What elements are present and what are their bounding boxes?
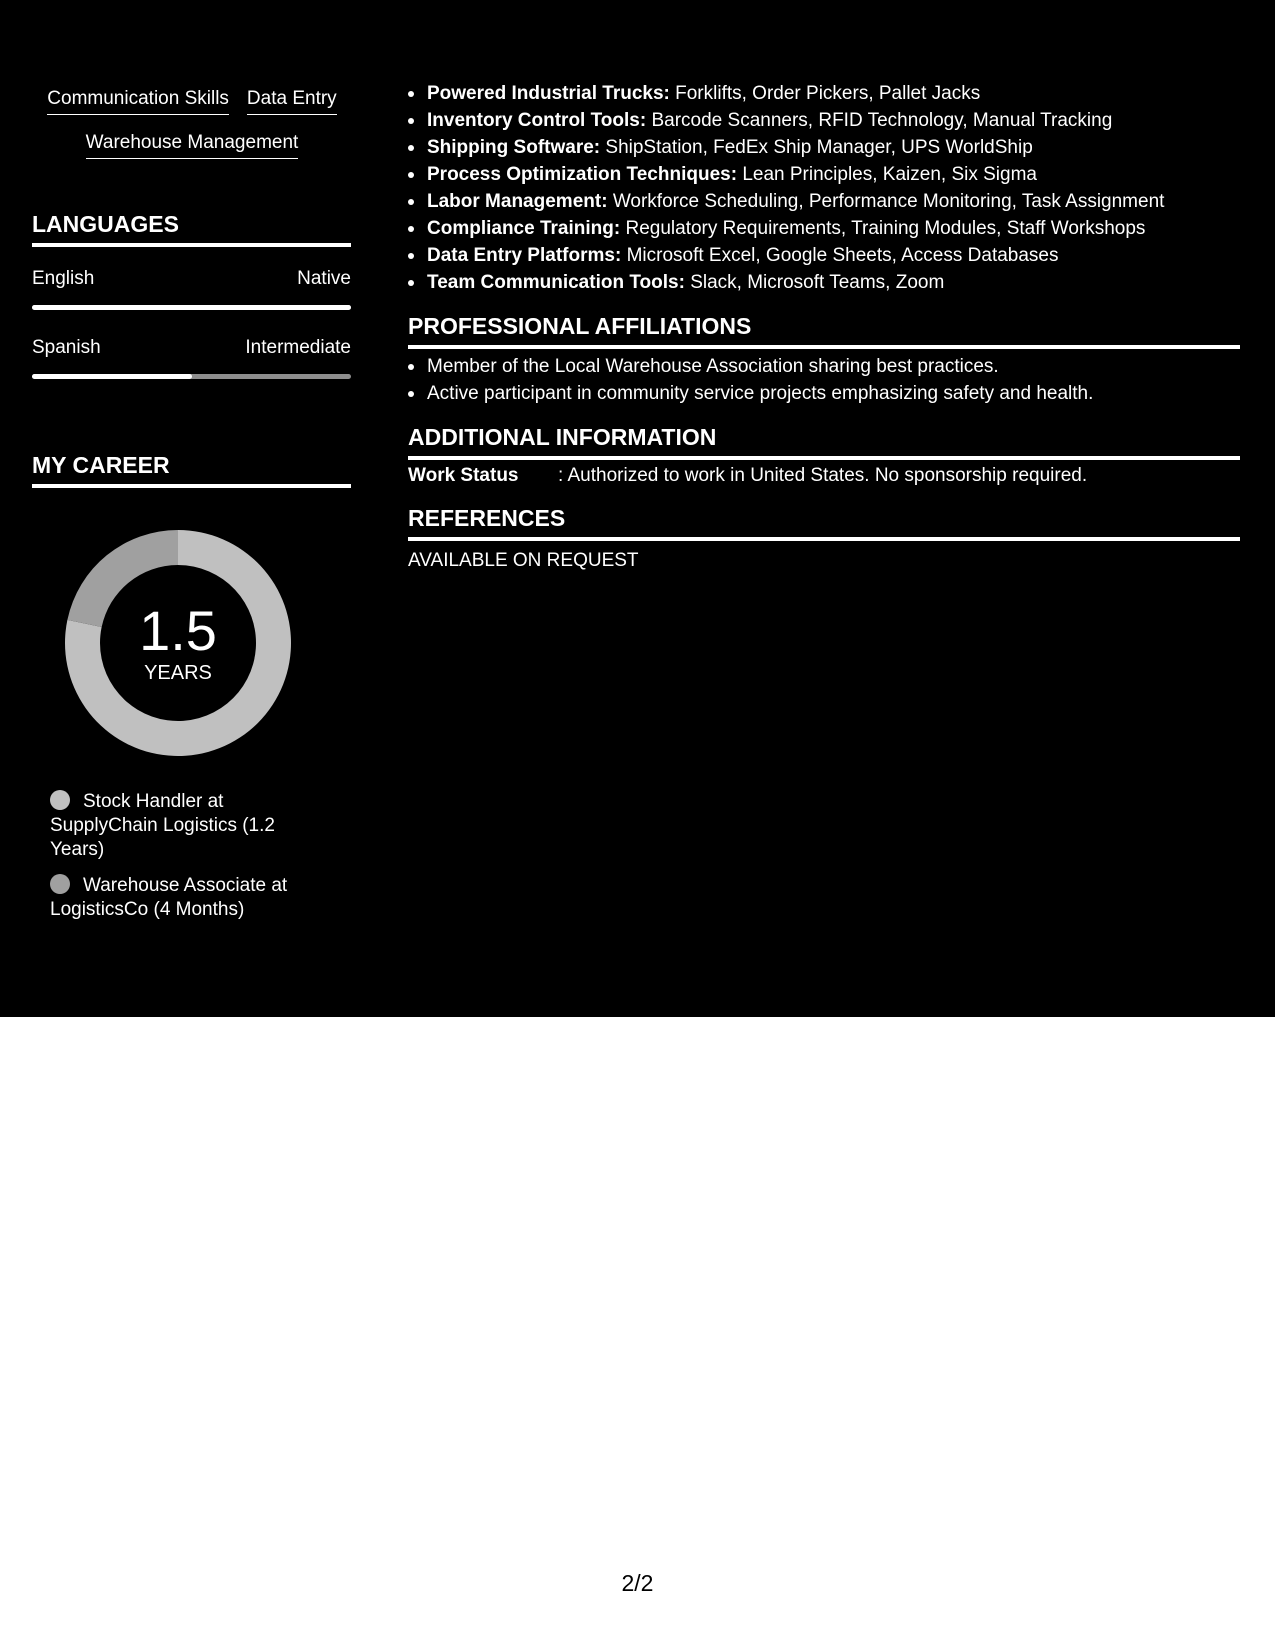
skill-tag: Data Entry (247, 86, 337, 115)
career-item-label: Warehouse Associate at LogisticsCo (4 Months) (50, 875, 288, 920)
skill-label: Team Communication Tools: (427, 272, 685, 293)
skill-item (408, 269, 1240, 296)
skill-value: Forklifts, Order Pickers, Pallet Jacks (675, 83, 981, 104)
skill-tag-row (32, 130, 352, 174)
skill-item (408, 215, 1240, 242)
skill-tag: Warehouse Management (86, 130, 299, 159)
skill-label: Powered Industrial Trucks: (427, 83, 670, 104)
references-text: AVAILABLE ON REQUEST (408, 550, 639, 571)
career-list (50, 790, 310, 934)
career-legend-dot (50, 874, 70, 894)
language-item (32, 267, 351, 310)
skill-item (408, 188, 1240, 215)
affiliations-list (408, 353, 1240, 407)
career-donut-center (65, 530, 291, 756)
skill-item (408, 134, 1240, 161)
languages-heading: LANGUAGES (32, 210, 351, 247)
language-proficiency-bar (32, 305, 351, 310)
skill-tags (32, 86, 352, 174)
language-name: Spanish (32, 337, 101, 358)
skill-value: ShipStation, FedEx Ship Manager, UPS WorldShip (605, 137, 1033, 158)
career-item (50, 790, 310, 862)
skill-value: Workforce Scheduling, Performance Monitoring, Task Assignment (612, 191, 1165, 212)
language-level: Intermediate (245, 337, 351, 358)
work-status-value: : Authorized to work in United States. No sponsorship required. (558, 465, 1088, 486)
skill-item (408, 242, 1240, 269)
language-item (32, 336, 351, 379)
skill-label: Compliance Training: (427, 218, 621, 239)
additional-info-heading: ADDITIONAL INFORMATION (408, 423, 1240, 460)
skill-label: Process Optimization Techniques: (427, 164, 738, 185)
skills-list (408, 80, 1240, 296)
affiliation-item: Member of the Local Warehouse Association sharing best practices. (408, 353, 1240, 380)
language-name: English (32, 268, 95, 289)
career-heading: MY CAREER (32, 451, 351, 488)
language-proficiency-bar (32, 374, 351, 379)
skill-label: Inventory Control Tools: (427, 110, 647, 131)
language-proficiency-fill (32, 305, 351, 310)
affiliation-item: Active participant in community service projects emphasizing safety and health. (408, 380, 1240, 407)
page-number: 2/2 (621, 1570, 654, 1596)
skill-value: Regulatory Requirements, Training Modules, Staff Workshops (625, 218, 1146, 239)
career-item-label: Stock Handler at SupplyChain Logistics (1.2 Years) (50, 791, 275, 860)
skill-tag: Communication Skills (47, 86, 229, 115)
career-total-unit: YEARS (144, 662, 212, 684)
career-item (50, 874, 310, 922)
skill-tag-row (32, 86, 352, 130)
skill-item (408, 161, 1240, 188)
language-level: Native (297, 268, 351, 289)
skill-value: Microsoft Excel, Google Sheets, Access Databases (626, 245, 1059, 266)
skill-value: Slack, Microsoft Teams, Zoom (690, 272, 945, 293)
skill-item (408, 107, 1240, 134)
language-proficiency-fill (32, 374, 192, 379)
skill-label: Shipping Software: (427, 137, 601, 158)
skill-value: Lean Principles, Kaizen, Six Sigma (742, 164, 1037, 185)
skill-item (408, 80, 1240, 107)
career-legend-dot (50, 790, 70, 810)
references-heading: REFERENCES (408, 504, 1240, 541)
career-donut-chart (65, 530, 291, 756)
affiliations-heading: PROFESSIONAL AFFILIATIONS (408, 312, 1240, 349)
work-status-label: Work Status (408, 465, 519, 486)
work-status-row (408, 463, 1240, 489)
career-total-value: 1.5 (139, 599, 217, 662)
skill-label: Labor Management: (427, 191, 608, 212)
skill-value: Barcode Scanners, RFID Technology, Manual Tracking (651, 110, 1113, 131)
skill-label: Data Entry Platforms: (427, 245, 622, 266)
